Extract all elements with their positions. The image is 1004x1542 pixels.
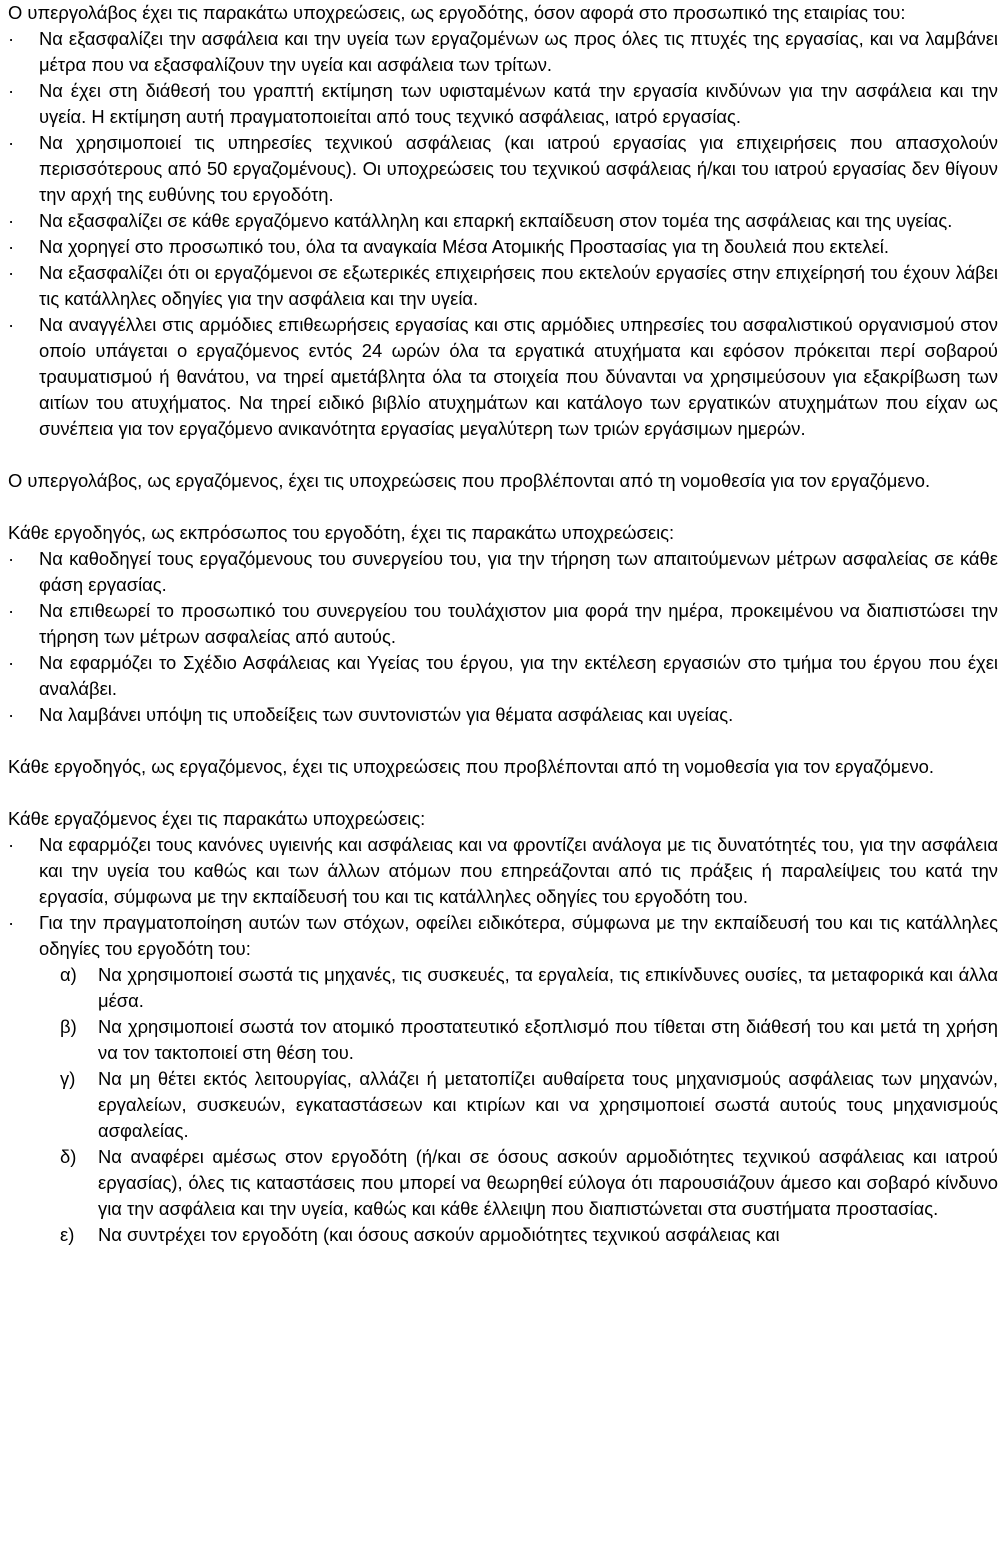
bullet-text: Να εφαρμόζει το Σχέδιο Ασφάλειας και Υγείας του έργου, για την εκτέλεση εργασιών στο τμήμα του έργου που έχει αναλάβει. [39,652,998,699]
sub-item-text: Να χρησιμοποιεί σωστά τον ατομικό προστατευτικό εξοπλισμό που τίθεται στη διάθεσή του και μετά τη χρήση να τον τακτοποιεί στη θέση του. [98,1016,998,1063]
sub-list-item [8,1014,998,1066]
sub-item-marker: ε) [60,1224,75,1245]
sub-item-text: Να συντρέχει τον εργοδότη (και όσους ασκούν αρμοδιότητες τεχνικού ασφάλειας και [98,1224,780,1245]
bullet-icon: · [8,314,15,335]
bullet-text: Να εφαρμόζει τους κανόνες υγιεινής και ασφάλειας και να φροντίζει ανάλογα με τις δυνατότητές του, για την ασφάλεια και την υγεία του καθώς και των άλλων ατόμων που επηρεάζονται από τις πράξεις ή παραλείψεις του κατά την εργασία, σύμφωνα με την εκπαίδευσή του και τις κατάλληλες οδηγίες του εργοδότη του. [39,834,998,907]
bullet-icon: · [8,548,15,569]
bullet-icon: · [8,132,15,153]
list-item [8,598,998,650]
bullet-icon: · [8,80,15,101]
sub-list-item [8,962,998,1014]
paragraph-spacer [8,780,998,806]
sub-item-marker: γ) [60,1068,76,1089]
sub-item-marker: δ) [60,1146,77,1167]
bullet-text: Να καθοδηγεί τους εργαζόμενους του συνεργείου του, για την τήρηση των απαιτούμενων μέτρων ασφαλείας σε κάθε φάση εργασίας. [39,548,998,595]
bullet-text: Να λαμβάνει υπόψη τις υποδείξεις των συντονιστών για θέματα ασφάλειας και υγείας. [39,704,734,725]
list-item [8,234,998,260]
sub-list-item [8,1066,998,1144]
list-item [8,546,998,598]
sub-item-marker: α) [60,964,77,985]
bullet-icon: · [8,262,15,283]
sub-item-text: Να μη θέτει εκτός λειτουργίας, αλλάζει ή μετατοπίζει αυθαίρετα τους μηχανισμούς ασφάλειας των μηχανών, εργαλείων, συσκευών, εγκαταστάσεων και κτιρίων και να χρησιμοποιεί σωστά αυτούς τους μηχανισμούς ασφαλείας. [98,1068,998,1141]
list-item [8,78,998,130]
sub-list-item [8,1222,998,1248]
bullet-text: Να επιθεωρεί το προσωπικό του συνεργείου του τουλάχιστον μια φορά την ημέρα, προκειμένου να διαπιστώσει την τήρηση των μέτρων ασφαλείας από αυτούς. [39,600,998,647]
bullet-text: Να εξασφαλίζει ότι οι εργαζόμενοι σε εξωτερικές επιχειρήσεις που εκτελούν εργασίες στην επιχείρησή του έχουν λάβει τις κατάλληλες οδηγίες για την ασφάλεια και την υγεία. [39,262,998,309]
list-item [8,26,998,78]
list-item [8,208,998,234]
sub-item-text: Να χρησιμοποιεί σωστά τις μηχανές, τις συσκευές, τα εργαλεία, τις επικίνδυνες ουσίες, τα μεταφορικά και άλλα μέσα. [98,964,998,1011]
bullet-icon: · [8,236,15,257]
paragraph-spacer [8,494,998,520]
sub-item-text: Να αναφέρει αμέσως στον εργοδότη (ή/και σε όσους ασκούν αρμοδιότητες τεχνικού ασφάλειας και ιατρού εργασίας), όλες τις καταστάσεις που μπορεί να θεωρηθεί εύλογα ότι παρουσιάζουν άμεσο και σοβαρό κίνδυνο για την ασφάλεια και την υγεία, καθώς και κάθε έλλειψη που διαπιστώνεται στα συστήματα προστασίας. [98,1146,998,1219]
list-item [8,910,998,962]
bullet-icon: · [8,912,15,933]
bullet-icon: · [8,210,15,231]
bullet-text: Να χορηγεί στο προσωπικό του, όλα τα αναγκαία Μέσα Ατομικής Προστασίας για τη δουλειά που εκτελεί. [39,236,889,257]
bullet-text: Για την πραγματοποίηση αυτών των στόχων, οφείλει ειδικότερα, σύμφωνα με την εκπαίδευσή του και τις κατάλληλες οδηγίες του εργοδότη του: [39,912,998,959]
section5-intro: Κάθε εργαζόμενος έχει τις παρακάτω υποχρεώσεις: [8,808,426,829]
paragraph-spacer [8,442,998,468]
bullet-icon: · [8,704,15,725]
list-item [8,650,998,702]
bullet-text: Να εξασφαλίζει την ασφάλεια και την υγεία των εργαζομένων ως προς όλες τις πτυχές της εργασίας, και να λαμβάνει μέτρα που να εξασφαλίζουν την υγεία και ασφάλεια των τρίτων. [39,28,998,75]
bullet-icon: · [8,600,15,621]
sub-list-item [8,1144,998,1222]
list-item [8,702,998,728]
section3-bullets [8,546,998,728]
bullet-text: Να έχει στη διάθεσή του γραπτή εκτίμηση των υφισταμένων κατά την εργασία κινδύνων για την ασφάλεια και την υγεία. Η εκτίμηση αυτή πραγματοποιείται από τους τεχνικό ασφάλειας, ιατρό εργασίας. [39,80,998,127]
section4-text: Κάθε εργοδηγός, ως εργαζόμενος, έχει τις υποχρεώσεις που προβλέπονται από τη νομοθεσία για τον εργαζόμενο. [8,756,935,777]
bullet-text: Να χρησιμοποιεί τις υπηρεσίες τεχνικού ασφάλειας (και ιατρού εργασίας για επιχειρήσεις που απασχολούν περισσότερους από 50 εργαζομένους). Οι υποχρεώσεις του τεχνικού ασφάλειας ή/και του ιατρού εργασίας δεν θίγουν την αρχή της ευθύνης του εργοδότη. [39,132,998,205]
bullet-icon: · [8,834,15,855]
list-item [8,832,998,910]
list-item [8,260,998,312]
list-item [8,312,998,442]
section2-text: Ο υπεργολάβος, ως εργαζόμενος, έχει τις υποχρεώσεις που προβλέπονται από τη νομοθεσία για τον εργαζόμενο. [8,470,931,491]
paragraph-spacer [8,728,998,754]
sub-item-marker: β) [60,1016,77,1037]
document-page [8,0,998,1248]
section5-bullets [8,832,998,962]
list-item [8,130,998,208]
section3-intro: Κάθε εργοδηγός, ως εκπρόσωπος του εργοδότη, έχει τις παρακάτω υποχρεώσεις: [8,522,675,543]
section1-intro: Ο υπεργολάβος έχει τις παρακάτω υποχρεώσεις, ως εργοδότης, όσον αφορά στο προσωπικό της εταιρίας του: [8,2,906,23]
bullet-icon: · [8,28,15,49]
bullet-text: Να αναγγέλλει στις αρμόδιες επιθεωρήσεις εργασίας και στις αρμόδιες υπηρεσίες του ασφαλιστικού οργανισμού στον οποίο υπάγεται ο εργαζόμενος εντός 24 ωρών όλα τα εργατικά ατυχήματα και εφόσον πρόκειται περί σοβαρού τραυματισμού ή θανάτου, να τηρεί αμετάβλητα όλα τα στοιχεία που δύνανται να χρησιμεύσουν για εξακρίβωση των αιτίων του ατυχήματος. Να τηρεί ειδικό βιβλίο ατυχημάτων και κατάλογο των εργατικών ατυχημάτων που είχαν ως συνέπεια για τον εργαζόμενο ανικανότητα εργασίας μεγαλύτερη των τριών εργάσιμων ημερών. [39,314,998,439]
section1-bullets [8,26,998,442]
bullet-icon: · [8,652,15,673]
bullet-text: Να εξασφαλίζει σε κάθε εργαζόμενο κατάλληλη και επαρκή εκπαίδευση στον τομέα της ασφάλειας και της υγείας. [39,210,953,231]
section5-sub-items [8,962,998,1248]
